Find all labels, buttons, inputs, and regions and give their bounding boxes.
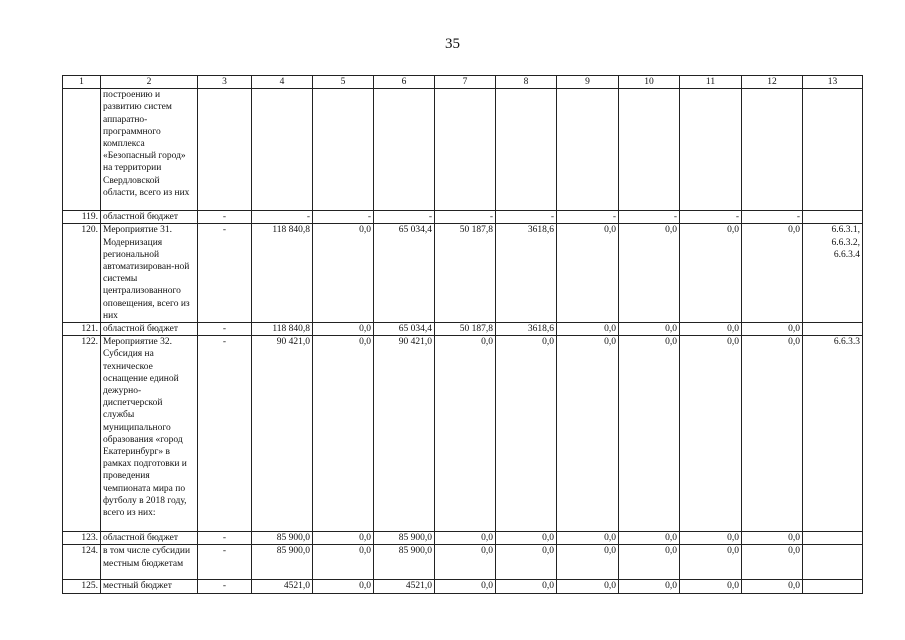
value-cell: 0,0 [742,532,803,545]
column-header: 5 [313,76,374,89]
value-cell: 0,0 [557,224,619,323]
row-number: 124. [63,545,101,580]
value-cell: - [680,211,742,224]
value-cell: 0,0 [619,545,680,580]
value-cell: - [198,211,252,224]
value-cell: - [198,532,252,545]
row-number [63,89,101,211]
target-code-cell [803,580,863,593]
value-cell: 0,0 [680,532,742,545]
value-cell: 0,0 [680,545,742,580]
value-cell: - [313,211,374,224]
value-cell: 118 840,8 [252,323,313,336]
value-cell: 0,0 [619,323,680,336]
value-cell: 0,0 [557,580,619,593]
column-header: 3 [198,76,252,89]
value-cell: 0,0 [742,580,803,593]
value-cell: 0,0 [313,224,374,323]
target-code-cell: 6.6.3.1, 6.6.3.2, 6.6.3.4 [803,224,863,323]
row-description: построению и развитию систем аппаратно-программного комплекса «Безопасный город» на территории Свердловской области, всего из них [101,89,198,211]
value-cell: 0,0 [435,545,496,580]
value-cell: 0,0 [313,545,374,580]
row-description: Мероприятие 32. Субсидия на техническое оснащение единой дежурно-диспетчерской службы муниципального образования «город Екатеринбург» в рамках подготовки и проведения чемпионата мира по футболу в 2018 году, всего из них: [101,336,198,532]
value-cell: 0,0 [619,580,680,593]
target-code-cell [803,545,863,580]
value-cell: 65 034,4 [374,323,435,336]
column-header: 8 [496,76,557,89]
value-cell: 0,0 [435,532,496,545]
value-cell [619,89,680,211]
value-cell: 0,0 [619,532,680,545]
value-cell: 0,0 [496,532,557,545]
value-cell: - [198,580,252,593]
column-header: 13 [803,76,863,89]
row-number: 120. [63,224,101,323]
row-description: областной бюджет [101,532,198,545]
value-cell [313,89,374,211]
value-cell: 90 421,0 [374,336,435,532]
table-row [63,211,863,224]
table-row [63,532,863,545]
value-cell: 0,0 [742,545,803,580]
column-header: 12 [742,76,803,89]
value-cell: 3618,6 [496,224,557,323]
row-number: 123. [63,532,101,545]
table-header-row [63,76,863,89]
target-code-cell [803,89,863,211]
value-cell: - [435,211,496,224]
value-cell: - [198,545,252,580]
value-cell [252,89,313,211]
value-cell: - [742,211,803,224]
value-cell [557,89,619,211]
value-cell: 0,0 [742,224,803,323]
row-number: 122. [63,336,101,532]
column-header: 11 [680,76,742,89]
value-cell: 0,0 [435,336,496,532]
value-cell: 85 900,0 [374,532,435,545]
table-row [63,336,863,532]
value-cell: 50 187,8 [435,224,496,323]
column-header: 10 [619,76,680,89]
value-cell: 0,0 [496,580,557,593]
value-cell: 4521,0 [252,580,313,593]
value-cell: 0,0 [435,580,496,593]
value-cell: 0,0 [557,336,619,532]
value-cell: - [252,211,313,224]
column-header: 9 [557,76,619,89]
table-row [63,323,863,336]
value-cell [496,89,557,211]
column-header: 4 [252,76,313,89]
column-header: 1 [63,76,101,89]
value-cell: 0,0 [619,336,680,532]
value-cell [742,89,803,211]
row-description: областной бюджет [101,323,198,336]
value-cell: 0,0 [313,532,374,545]
row-description: Мероприятие 31. Модернизация региональной автоматизирован-ной системы централизованного оповещения, всего из них [101,224,198,323]
value-cell [198,89,252,211]
table-row [63,89,863,211]
row-number: 121. [63,323,101,336]
target-code-cell [803,532,863,545]
value-cell: 85 900,0 [252,545,313,580]
column-header: 7 [435,76,496,89]
value-cell: 4521,0 [374,580,435,593]
value-cell [374,89,435,211]
value-cell: 0,0 [680,336,742,532]
target-code-cell [803,323,863,336]
value-cell: 0,0 [557,532,619,545]
value-cell: 0,0 [313,336,374,532]
value-cell: 0,0 [313,323,374,336]
value-cell: 90 421,0 [252,336,313,532]
row-description: в том числе субсидии местным бюджетам [101,545,198,580]
value-cell: 0,0 [557,545,619,580]
value-cell [680,89,742,211]
value-cell: - [374,211,435,224]
value-cell: 65 034,4 [374,224,435,323]
value-cell: 0,0 [742,323,803,336]
value-cell: 0,0 [557,323,619,336]
value-cell: 118 840,8 [252,224,313,323]
table-row [63,580,863,593]
value-cell: 0,0 [680,323,742,336]
value-cell: 0,0 [680,224,742,323]
value-cell [435,89,496,211]
value-cell: 0,0 [313,580,374,593]
target-code-cell [803,211,863,224]
value-cell: 85 900,0 [252,532,313,545]
budget-table [62,75,863,594]
row-description: местный бюджет [101,580,198,593]
value-cell: 0,0 [496,545,557,580]
value-cell: - [619,211,680,224]
value-cell: - [198,224,252,323]
row-number: 119. [63,211,101,224]
value-cell: 0,0 [680,580,742,593]
column-header: 6 [374,76,435,89]
value-cell: 0,0 [742,336,803,532]
row-number: 125. [63,580,101,593]
value-cell: - [198,336,252,532]
value-cell: - [198,323,252,336]
value-cell: 50 187,8 [435,323,496,336]
value-cell: 0,0 [496,336,557,532]
column-header: 2 [101,76,198,89]
value-cell: 85 900,0 [374,545,435,580]
table-row [63,545,863,580]
value-cell: - [496,211,557,224]
target-code-cell: 6.6.3.3 [803,336,863,532]
table-row [63,224,863,323]
value-cell: - [557,211,619,224]
page-number: 35 [445,36,460,52]
value-cell: 0,0 [619,224,680,323]
value-cell: 3618,6 [496,323,557,336]
row-description: областной бюджет [101,211,198,224]
